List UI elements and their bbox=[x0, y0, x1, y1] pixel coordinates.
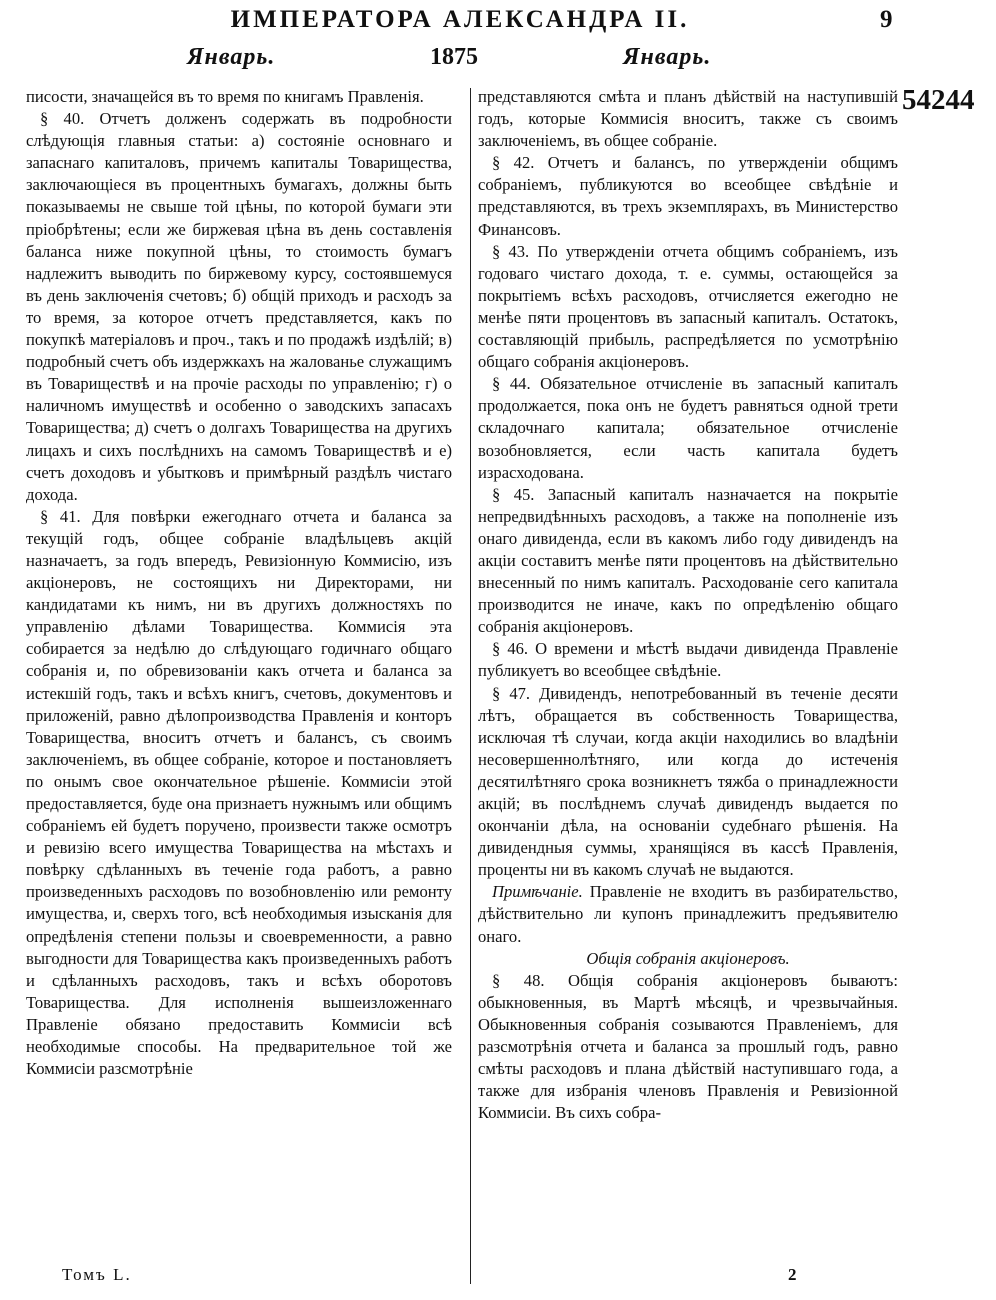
left-column bbox=[26, 86, 452, 1080]
section-47: § 47. Дивидендъ, непотребованный въ теченіе десяти лѣтъ, обращается въ собственность Товарищества, исключая тѣ случаи, когда акціи находились во владѣніи несовершеннолѣтняго, или когда до истеченія десятилѣтняго срока возникнетъ тяжба о принадлежности акцій; въ послѣднемъ случаѣ дивидендъ выдается по окончаніи дѣла, на основаніи судебнаго рѣшенія. На дивидендныя суммы, хранящіяся въ кассѣ Правленія, проценты ни въ какомъ случаѣ не выдаются. bbox=[478, 683, 898, 880]
signature-mark: 2 bbox=[788, 1265, 797, 1284]
page-title: ИМПЕРАТОРА АЛЕКСАНДРА II. bbox=[230, 6, 690, 33]
page-number: 9 bbox=[880, 6, 893, 33]
note-text: Правленіе не входитъ въ разбирательство, дѣйствительно ли купонъ принадлежитъ предъявителю онаго. bbox=[478, 882, 898, 946]
section-48: § 48. Общія собранія акціонеровъ бываютъ: обыкновенныя, въ Мартѣ мѣсяцѣ, и чрезвычайныя. Обыкновенныя собранія созываются Правленіемъ, для разсмотрѣнія отчета и баланса за прошлый годъ, равно смѣты расходовъ и плана дѣйствій наступившаго года, а также для избранія членовъ Правленія и Ревизіонной Коммисіи. Въ сихъ собра- bbox=[478, 970, 898, 1123]
section-45: § 45. Запасный капиталъ назначается на покрытіе непредвидѣнныхъ расходовъ, а также на пополненіе изъ онаго дивиденда, если въ какомъ либо году дивидендъ на акціи составитъ менѣе пяти процентовъ на дѣйствительно внесенный по нимъ капиталъ. Расходованіе сего капитала производится не иначе, какъ по опредѣленію общаго собранія акціонеровъ. bbox=[478, 484, 898, 637]
column-divider bbox=[470, 88, 471, 1284]
subheading: Общія собранія акціонеровъ. bbox=[586, 948, 790, 968]
document-number: 54244 bbox=[902, 84, 975, 116]
year: 1875 bbox=[430, 44, 478, 70]
section-41: § 41. Для повѣрки ежегоднаго отчета и баланса за текущій годъ, общее собраніе владѣльцевъ акцій назначаетъ, за годъ впередъ, Ревизіонную Коммисію, изъ акціонеровъ, не состоящихъ ни Директорами, ни кандидатами къ нимъ, ни въ другихъ должностяхъ по управленію дѣлами Товарищества. Коммисія эта собирается за недѣлю до слѣдующаго годичнаго общаго собранія и, по обревизованіи какъ отчета и баланса за истекшій годъ, такъ и всѣхъ книгъ, счетовъ, документовъ и приложеній, равно дѣлопроизводства Правленія и конторъ Товарищества, вноситъ отчетъ и балансъ, съ своимъ заключеніемъ, въ общее собраніе, которое и постановляетъ по онымъ свое окончательное рѣшеніе. Коммисіи этой предоставляется, буде она признаетъ нужнымъ или общимъ собраніемъ ей будетъ поручено, произвести также осмотръ и ревизію всего имущества Товарищества на мѣстахъ и повѣрку сдѣланныхъ въ теченіе года работъ, а равно произведенныхъ расходовъ по возобновленію или ремонту имущества, и, сверхъ того, всѣ необходимыя изысканія для опредѣленія степени пользы и своевременности, а равно выгодности для Товарищества какъ произведенныхъ работъ и сдѣланныхъ расходовъ, такъ и всѣхъ оборотовъ Товарищества. Для исполненія вышеизложеннаго Правленіе обязано предоставить Коммисіи всѣ необходимые способы. На предварительное той же Коммисіи разсмотрѣніе bbox=[26, 506, 452, 1079]
volume-label: Томъ L. bbox=[62, 1265, 132, 1284]
right-column bbox=[478, 86, 898, 1124]
month-left: Январь. bbox=[187, 44, 276, 70]
note-label: Примѣчаніе. bbox=[492, 882, 583, 902]
paragraph-continuation-right: представляются смѣта и планъ дѣйствій на наступившій годъ, которые Коммисія вноситъ, также съ своимъ заключеніемъ, въ общее собраніе. bbox=[478, 87, 898, 151]
note bbox=[478, 881, 898, 947]
section-44: § 44. Обязательное отчисленіе въ запасный капиталъ продолжается, пока онъ не будетъ равняться одной трети складочнаго капитала; обязательное отчисленіе возобновляется, если часть капитала будетъ израсходована. bbox=[478, 374, 898, 482]
section-42: § 42. Отчетъ и балансъ, по утвержденіи общимъ собраніемъ, публикуются во всеобщее свѣдѣніе и представляются, въ трехъ экземплярахъ, въ Министерство Финансовъ. bbox=[478, 153, 898, 239]
section-46: § 46. О времени и мѣстѣ выдачи дивиденда Правленіе публикуетъ во всеобщее свѣдѣніе. bbox=[478, 639, 898, 681]
section-40: § 40. Отчетъ долженъ содержать въ подробности слѣдующія главныя статьи: а) состояніе основнаго и запаснаго капиталовъ, причемъ капиталы Товарищества, заключающіеся въ процентныхъ бумагахъ, должны быть показываемы не свыше той цѣны, по которой бумаги эти пріобрѣтены; если же биржевая цѣна въ день составленія баланса ниже покупной цѣны, то стоимость бумагъ надлежитъ выводить по биржевому курсу, состоявшемуся въ день заключенія счетовъ; б) общій приходъ и расходъ за то время, за которое отчетъ представляется, какъ по покупкѣ матеріаловъ и проч., такъ и по продажѣ издѣлій; в) подробный счетъ объ издержкахъ на жалованье служащимъ въ Товариществѣ и на прочіе расходы по управленію; г) о наличномъ имуществѣ и особенно о заводскихъ запасахъ Товарищества; д) счетъ о долгахъ Товарищества на другихъ лицахъ и сихъ послѣднихъ на самомъ Товариществѣ и е) счетъ доходовъ и убытковъ и примѣрный раздѣлъ чистаго дохода. bbox=[26, 109, 452, 504]
paragraph-continuation: писости, значащейся въ то время по книгамъ Правленія. bbox=[26, 87, 424, 106]
section-43: § 43. По утвержденіи отчета общимъ собраніемъ, изъ годоваго чистаго дохода, т. е. суммы, остающейся за покрытіемъ всѣхъ расходовъ, отчисляется ежегодно не менѣе пяти процентовъ въ запасный капиталъ. Остатокъ, составляющій прибыль, распредѣляется по усмотрѣнію общаго собранія акціонеровъ. bbox=[478, 241, 898, 372]
page-header bbox=[0, 0, 996, 80]
month-right: Январь. bbox=[623, 44, 712, 70]
